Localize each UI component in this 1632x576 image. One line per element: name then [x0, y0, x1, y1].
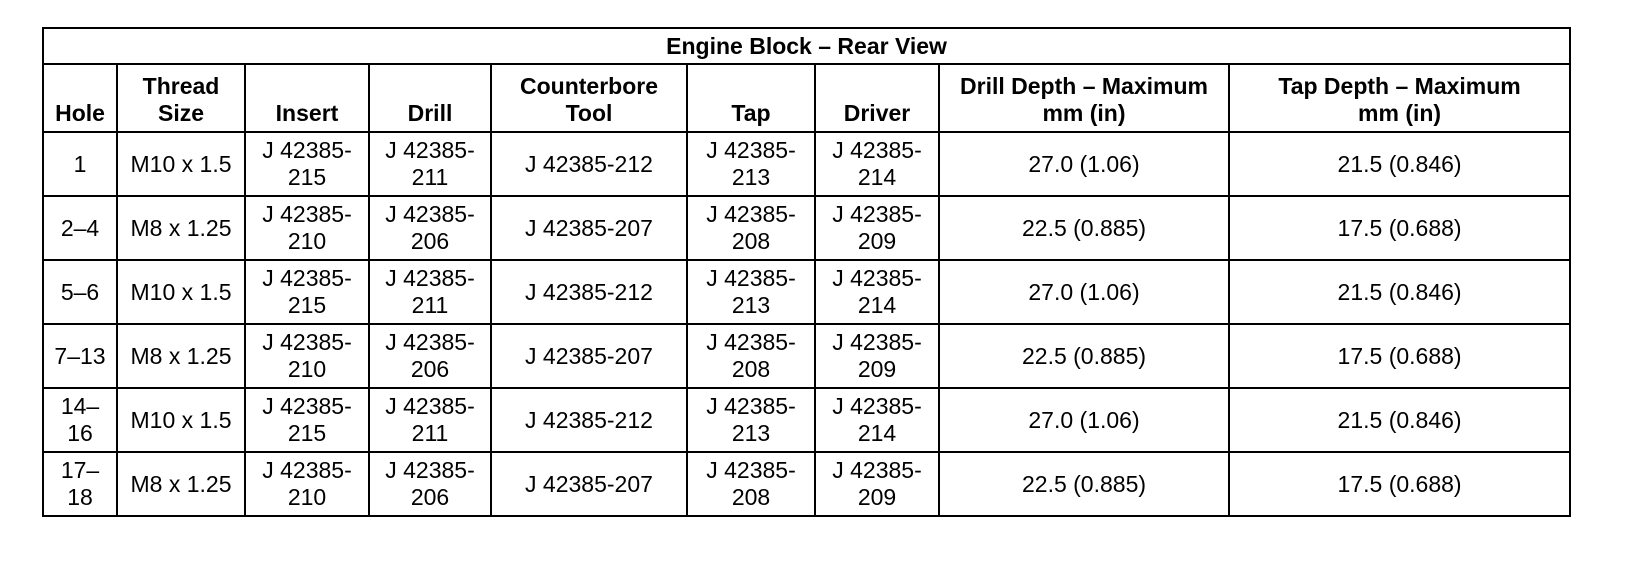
tap-cell — [687, 452, 815, 516]
drill-cell-line: J 42385- — [385, 137, 475, 163]
hole-cell — [43, 388, 117, 452]
drill-depth-cell: 22.5 (0.885) — [939, 324, 1229, 388]
tap-depth-cell: 17.5 (0.688) — [1229, 452, 1570, 516]
insert-cell-line: J 42385- — [262, 393, 352, 419]
hole-cell-line: 2–4 — [60, 214, 100, 241]
header-counterbore-tool-line2: Tool — [565, 100, 613, 126]
header-insert-line2: Insert — [275, 100, 339, 126]
insert-cell-line: 210 — [287, 484, 327, 510]
hole-cell — [43, 260, 117, 324]
insert-cell — [245, 388, 369, 452]
header-drill-depth-maximum-line2: mm (in) — [1042, 100, 1126, 126]
header-counterbore-tool-line1: Counterbore — [520, 73, 658, 99]
driver-cell-line: 214 — [857, 164, 897, 190]
header-drill — [369, 64, 491, 132]
driver-cell-line: 214 — [857, 292, 897, 318]
hole-cell-line: 1 — [73, 150, 87, 177]
tap-depth-cell: 21.5 (0.846) — [1229, 388, 1570, 452]
table-body — [43, 132, 1570, 516]
engine-block-rear-view-table — [42, 27, 1571, 517]
table-row — [43, 196, 1570, 260]
tap-cell-line: 213 — [731, 292, 771, 318]
driver-cell-line: J 42385- — [832, 329, 922, 355]
tap-cell-line: J 42385- — [706, 457, 796, 483]
table-row — [43, 324, 1570, 388]
insert-cell-line: J 42385- — [262, 329, 352, 355]
counterbore-tool-cell: J 42385-207 — [491, 324, 687, 388]
driver-cell — [815, 452, 939, 516]
driver-cell-line: J 42385- — [832, 201, 922, 227]
insert-cell-line: 210 — [287, 356, 327, 382]
tap-depth-cell: 17.5 (0.688) — [1229, 324, 1570, 388]
table-row — [43, 388, 1570, 452]
hole-cell — [43, 452, 117, 516]
insert-cell-line: 210 — [287, 228, 327, 254]
drill-depth-cell: 27.0 (1.06) — [939, 388, 1229, 452]
hole-cell-line: 5–6 — [60, 278, 100, 305]
hole-cell — [43, 132, 117, 196]
thread-size-cell: M8 x 1.25 — [117, 324, 245, 388]
insert-cell — [245, 324, 369, 388]
header-thread-size — [117, 64, 245, 132]
table-row — [43, 260, 1570, 324]
tap-depth-cell: 17.5 (0.688) — [1229, 196, 1570, 260]
header-tap-depth-maximum — [1229, 64, 1570, 132]
tap-cell — [687, 388, 815, 452]
hole-cell-line: 18 — [67, 484, 93, 510]
table-row — [43, 132, 1570, 196]
tap-cell — [687, 196, 815, 260]
header-thread-size-line1: Thread — [142, 73, 220, 99]
drill-cell-line: 211 — [411, 292, 449, 318]
drill-cell-line: 211 — [411, 164, 449, 190]
drill-cell-line: J 42385- — [385, 201, 475, 227]
driver-cell-line: 209 — [857, 228, 897, 254]
driver-cell — [815, 196, 939, 260]
insert-cell-line: J 42385- — [262, 201, 352, 227]
header-counterbore-tool — [491, 64, 687, 132]
tap-cell-line: 213 — [731, 164, 771, 190]
tap-cell-line: 208 — [731, 228, 771, 254]
tap-cell-line: J 42385- — [706, 137, 796, 163]
driver-cell-line: 209 — [857, 484, 897, 510]
header-tap-depth-maximum-line1: Tap Depth – Maximum — [1278, 73, 1521, 99]
tap-cell-line: 208 — [731, 484, 771, 510]
driver-cell — [815, 132, 939, 196]
counterbore-tool-cell: J 42385-212 — [491, 260, 687, 324]
header-driver-line2: Driver — [843, 100, 911, 126]
drill-cell — [369, 324, 491, 388]
header-driver — [815, 64, 939, 132]
hole-cell-line: 14– — [60, 393, 100, 419]
driver-cell — [815, 324, 939, 388]
header-hole — [43, 64, 117, 132]
drill-cell-line: J 42385- — [385, 457, 475, 483]
driver-cell-line: 214 — [857, 420, 897, 446]
drill-cell — [369, 260, 491, 324]
drill-cell-line: J 42385- — [385, 329, 475, 355]
insert-cell — [245, 260, 369, 324]
insert-cell-line: 215 — [287, 420, 327, 446]
drill-depth-cell: 27.0 (1.06) — [939, 132, 1229, 196]
drill-depth-cell: 27.0 (1.06) — [939, 260, 1229, 324]
tap-cell — [687, 324, 815, 388]
thread-size-cell: M8 x 1.25 — [117, 452, 245, 516]
counterbore-tool-cell: J 42385-207 — [491, 196, 687, 260]
header-hole-line2: Hole — [55, 100, 105, 126]
header-insert — [245, 64, 369, 132]
tap-depth-cell: 21.5 (0.846) — [1229, 260, 1570, 324]
driver-cell-line: J 42385- — [832, 393, 922, 419]
header-drill-line2: Drill — [407, 100, 453, 126]
drill-cell-line: J 42385- — [385, 265, 475, 291]
driver-cell-line: J 42385- — [832, 137, 922, 163]
drill-cell-line: 211 — [411, 420, 449, 446]
hole-cell-line: 7–13 — [54, 342, 106, 369]
drill-cell-line: 206 — [410, 228, 450, 254]
drill-cell-line: 206 — [410, 356, 450, 382]
header-drill-depth-maximum — [939, 64, 1229, 132]
tap-cell — [687, 132, 815, 196]
table-header-row — [43, 64, 1570, 132]
thread-size-cell: M10 x 1.5 — [117, 260, 245, 324]
hole-cell-line: 16 — [67, 420, 93, 446]
insert-cell — [245, 132, 369, 196]
drill-cell — [369, 452, 491, 516]
header-tap-line2: Tap — [731, 100, 771, 126]
drill-cell — [369, 132, 491, 196]
drill-cell — [369, 196, 491, 260]
insert-cell-line: 215 — [287, 292, 327, 318]
hole-cell-line: 17– — [60, 457, 100, 483]
counterbore-tool-cell: J 42385-207 — [491, 452, 687, 516]
driver-cell-line: J 42385- — [832, 457, 922, 483]
drill-cell-line: 206 — [410, 484, 450, 510]
hole-cell — [43, 196, 117, 260]
table-title: Engine Block – Rear View — [43, 28, 1570, 64]
header-drill-depth-maximum-line1: Drill Depth – Maximum — [960, 73, 1208, 99]
insert-cell — [245, 452, 369, 516]
insert-cell-line: J 42385- — [262, 265, 352, 291]
driver-cell — [815, 260, 939, 324]
drill-cell-line: J 42385- — [385, 393, 475, 419]
header-thread-size-line2: Size — [157, 100, 205, 126]
thread-size-cell: M10 x 1.5 — [117, 388, 245, 452]
tap-cell-line: 213 — [731, 420, 771, 446]
drill-cell — [369, 388, 491, 452]
driver-cell — [815, 388, 939, 452]
insert-cell — [245, 196, 369, 260]
tap-cell-line: J 42385- — [706, 201, 796, 227]
tap-cell-line: 208 — [731, 356, 771, 382]
drill-depth-cell: 22.5 (0.885) — [939, 196, 1229, 260]
tap-cell-line: J 42385- — [706, 265, 796, 291]
counterbore-tool-cell: J 42385-212 — [491, 132, 687, 196]
tap-cell-line: J 42385- — [706, 393, 796, 419]
header-tap — [687, 64, 815, 132]
table-title-row — [43, 28, 1570, 64]
insert-cell-line: 215 — [287, 164, 327, 190]
header-tap-depth-maximum-line2: mm (in) — [1358, 100, 1442, 126]
driver-cell-line: J 42385- — [832, 265, 922, 291]
insert-cell-line: J 42385- — [262, 457, 352, 483]
tap-depth-cell: 21.5 (0.846) — [1229, 132, 1570, 196]
tap-cell — [687, 260, 815, 324]
drill-depth-cell: 22.5 (0.885) — [939, 452, 1229, 516]
tap-cell-line: J 42385- — [706, 329, 796, 355]
hole-cell — [43, 324, 117, 388]
thread-size-cell: M10 x 1.5 — [117, 132, 245, 196]
counterbore-tool-cell: J 42385-212 — [491, 388, 687, 452]
driver-cell-line: 209 — [857, 356, 897, 382]
insert-cell-line: J 42385- — [262, 137, 352, 163]
table-row — [43, 452, 1570, 516]
thread-size-cell: M8 x 1.25 — [117, 196, 245, 260]
